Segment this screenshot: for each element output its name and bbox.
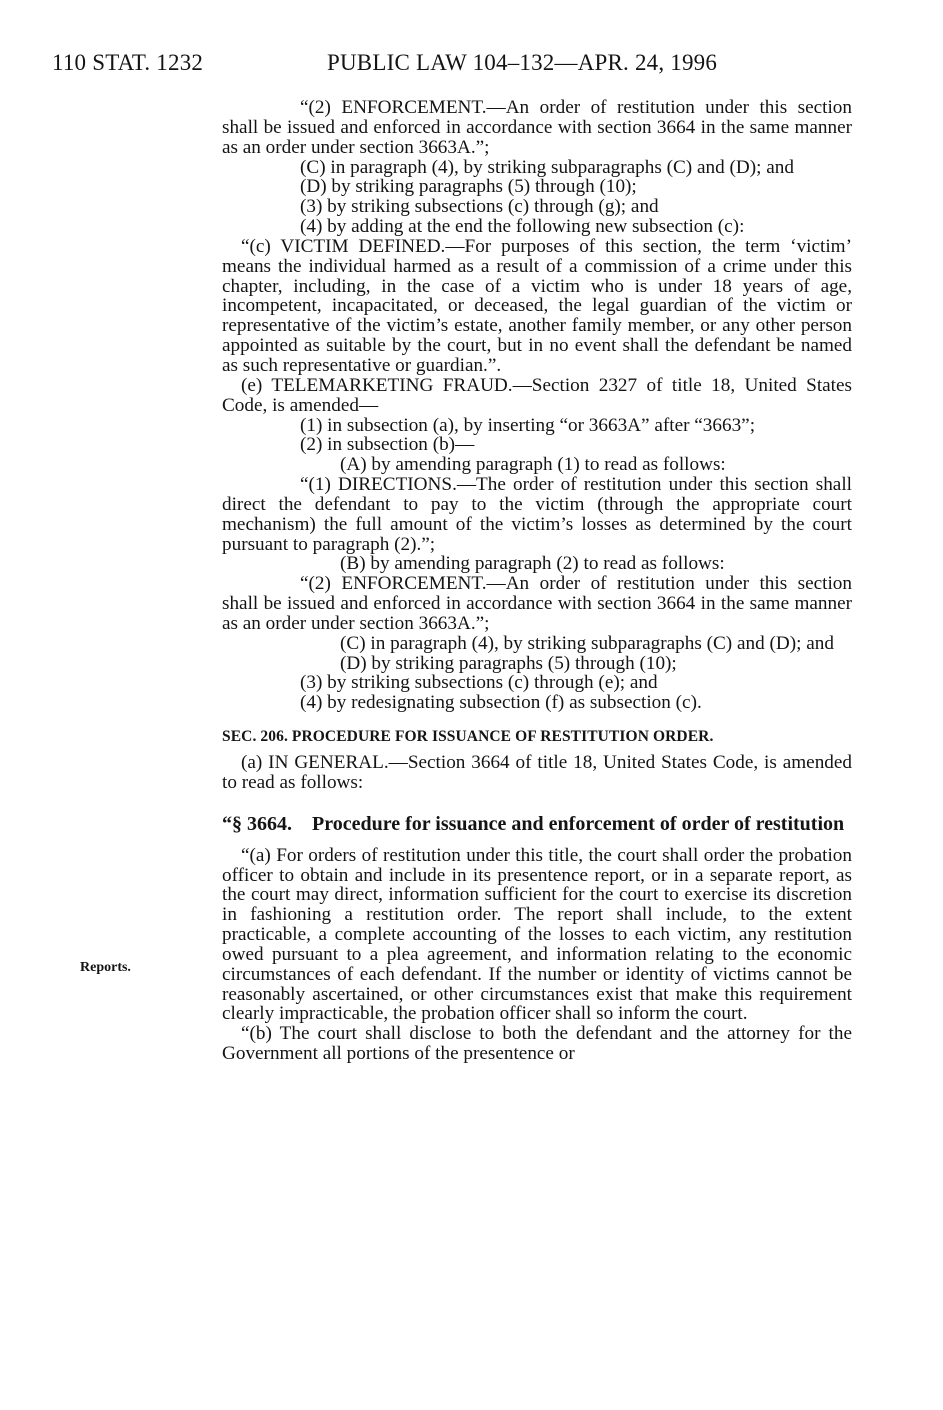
paragraph: (C) in paragraph (4), by striking subparagraphs (C) and (D); and [340,632,834,654]
paragraph: (4) by redesignating subsection (f) as subsection (c). [300,692,702,714]
paragraph: (D) by striking paragraphs (5) through (10); [340,652,677,674]
paragraph: “(2) ENFORCEMENT.—An order of restitution under this section shall be issued and enforced in accordance with section 3664 in the same manner as an order under section 3663A.”; [222,97,852,158]
paragraph: (e) TELEMARKETING FRAUD.—Section 2327 of title 18, United States Code, is amended— [222,374,852,416]
code-section-number: “§ 3664. [222,812,292,835]
code-section-title: Procedure for issuance and enforcement of order of restitution [312,812,845,835]
paragraph: “(c) VICTIM DEFINED.—For purposes of this section, the term ‘victim’ means the individual harmed as a result of a commission of a crime under this chapter, including, in the case of a victim who is under 18 years of age, incompetent, incapacitated, or deceased, the legal guardian of the victim or representative of the victim’s estate, another family member, or any other person appointed as suitable by the court, but in no event shall the defendant be named as such representative or guardian.”. [222,235,852,376]
paragraph: (a) IN GENERAL.—Section 3664 of title 18, United States Code, is amended to read as follows: [222,752,852,793]
paragraph: (1) in subsection (a), by inserting “or 3663A” after “3663”; [300,414,756,436]
paragraph: (C) in paragraph (4), by striking subparagraphs (C) and (D); and [300,156,794,178]
code-section-heading [222,814,852,834]
paragraph: “(2) ENFORCEMENT.—An order of restitution under this section shall be issued and enforced in accordance with section 3664 in the same manner as an order under section 3663A.”; [222,573,852,634]
paragraph: “(a) For orders of restitution under this title, the court shall order the probation officer to obtain and include in its presentence report, or in a separate report, as the court may direct, information sufficient for the court to exercise its discretion in fashioning a restitution order. The report shall include, to the extent practicable, a complete accounting of the losses to each victim, any restitution owed pursuant to a plea agreement, and information relating to the economic circumstances of each defendant. If the number or identity of victims cannot be reasonably ascertained, or other circumstances exist that make this requirement clearly impracticable, the probation officer shall so inform the court. [222,844,852,1025]
page-reference: 110 STAT. 1232 [52,50,204,75]
paragraph: (3) by striking subsections (c) through (e); and [300,672,658,694]
margin-note: Reports. [80,960,131,975]
paragraph: (2) in subsection (b)— [300,434,475,456]
paragraph: (A) by amending paragraph (1) to read as follows: [340,454,726,476]
paragraph: (B) by amending paragraph (2) to read as follows: [340,553,725,575]
paragraph: (3) by striking subsections (c) through (g); and [300,196,659,218]
paragraph: (D) by striking paragraphs (5) through (10); [300,176,637,198]
paragraph: (4) by adding at the end the following new subsection (c): [300,216,745,238]
section-heading: SEC. 206. PROCEDURE FOR ISSUANCE OF RESTITUTION ORDER. [222,728,714,746]
paragraph: “(b) The court shall disclose to both the defendant and the attorney for the Government all portions of the presentence or [222,1023,852,1065]
page-body [222,98,852,1064]
law-reference: PUBLIC LAW 104–132—APR. 24, 1996 [327,50,718,75]
paragraph: “(1) DIRECTIONS.—The order of restitution under this section shall direct the defendant to pay to the victim (through the appropriate court mechanism) the full amount of the victim’s losses as determined by the court pursuant to paragraph (2).”; [222,474,852,555]
